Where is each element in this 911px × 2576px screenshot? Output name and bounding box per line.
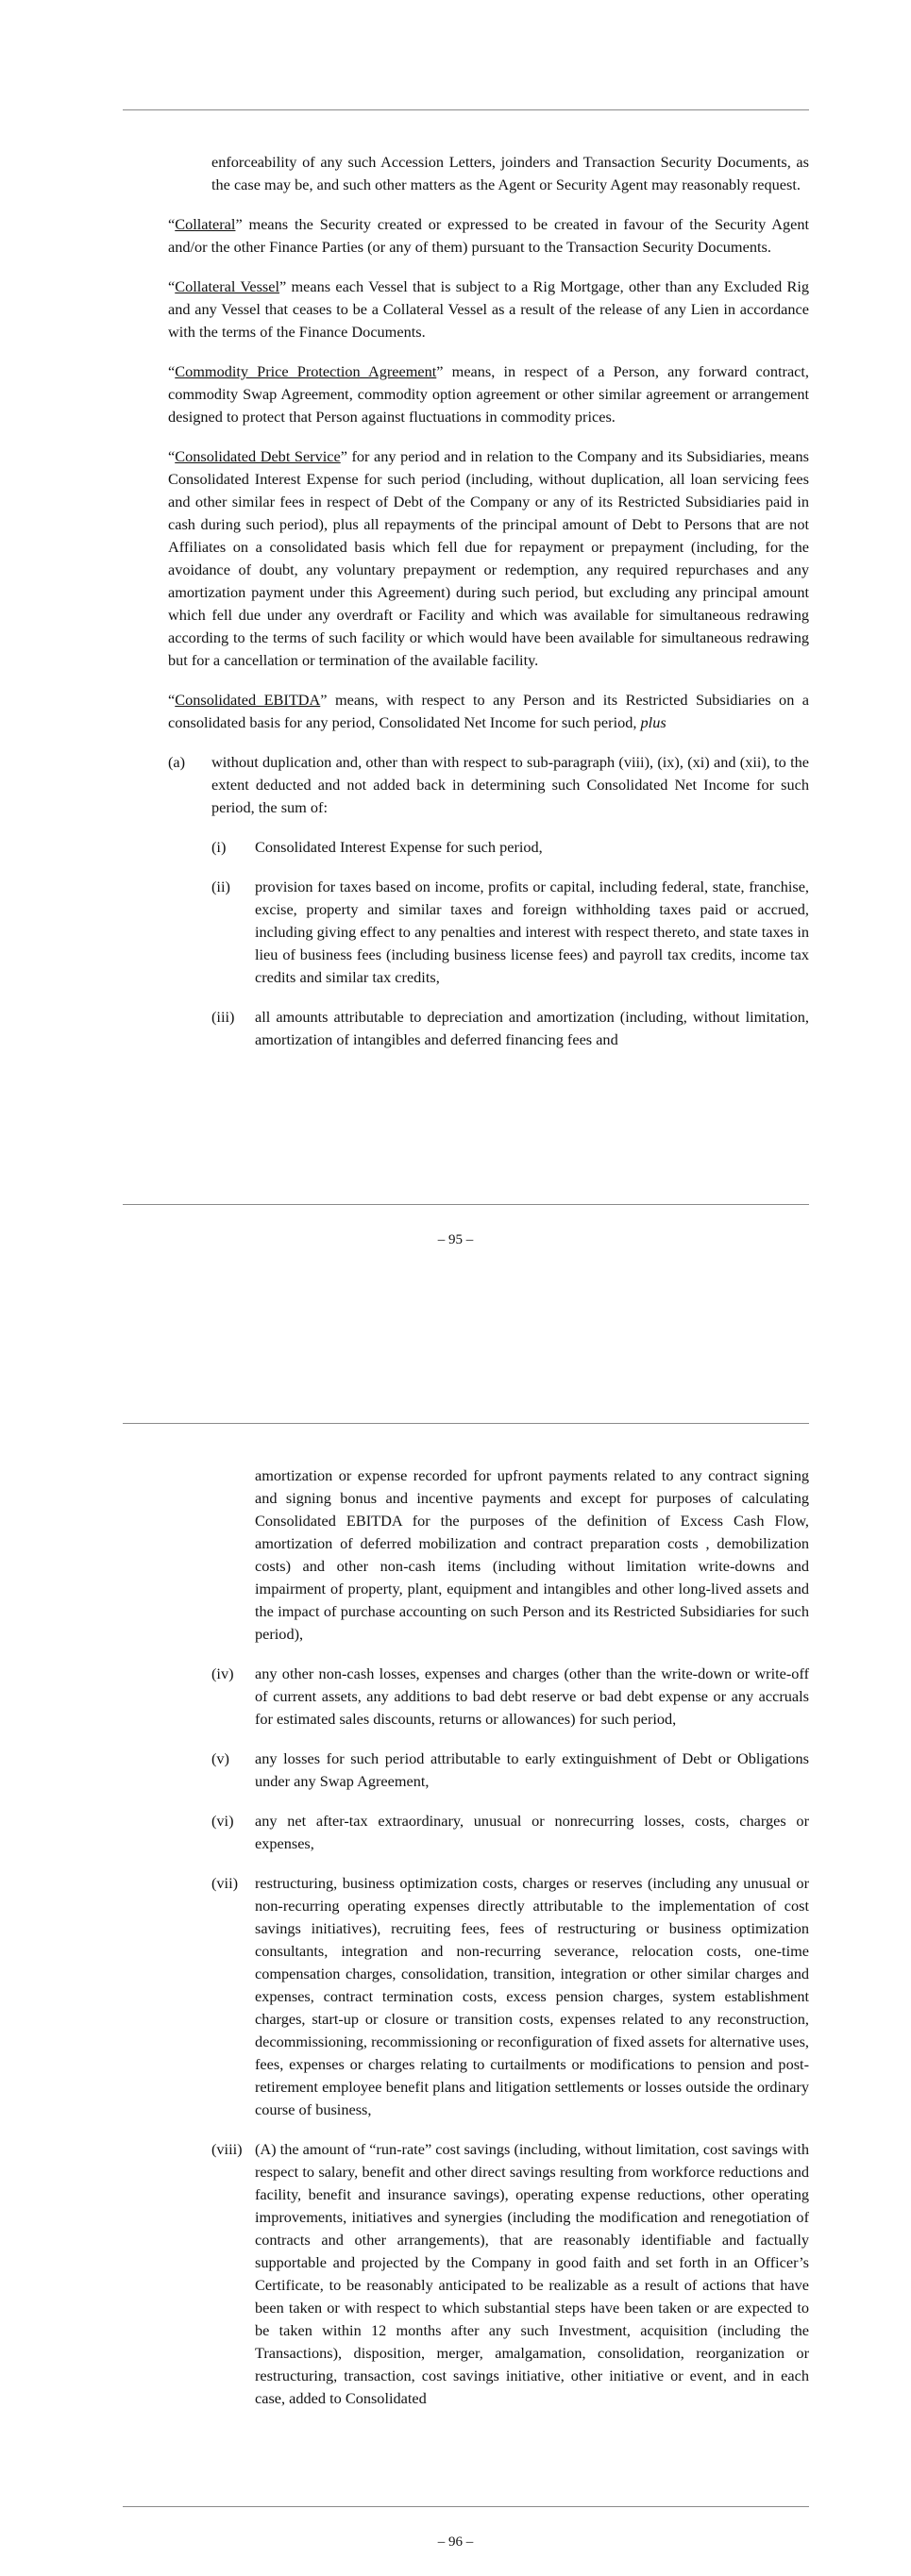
clause-label: (iii)	[211, 1008, 235, 1026]
clause-label: (vii)	[211, 1874, 239, 1892]
clause-label: (v)	[211, 1749, 229, 1767]
clause-vii	[211, 1872, 809, 2121]
clause-text: any net after-tax extraordinary, unusual or nonrecurring losses, costs, charges or expenses,	[255, 1812, 809, 1852]
clause-label: (iv)	[211, 1664, 234, 1682]
clause-text: all amounts attributable to depreciation and amortization (including, without limitation, amortization of intangibles and deferred financing fees and	[255, 1008, 809, 1048]
defined-term: Commodity Price Protection Agreement	[175, 362, 437, 380]
defined-term: Consolidated EBITDA	[175, 691, 321, 709]
open-quote: “	[168, 362, 176, 380]
page-body	[168, 1464, 809, 2410]
defined-term: Collateral	[175, 215, 236, 233]
continuation-paragraph: enforceability of any such Accession Letters, joinders and Transaction Security Documents, as the case may be, and such other matters as the Agent or Security Agent may reasonably request.	[211, 153, 809, 193]
definition-text: ” means, in respect of a Person, any forward contract, commodity Swap Agreement, commodity option agreement or other similar agreement or arrangement designed to protect that Person against fluctuations in commodity prices.	[168, 362, 809, 426]
open-quote: “	[168, 277, 176, 295]
definition-text: ” means the Security created or expressed to be created in favour of the Security Agent and/or the other Finance Parties (or any of them) pursuant to the Transaction Security Documents.	[168, 215, 809, 256]
footer-rule	[123, 1204, 809, 1205]
clause-text: any other non-cash losses, expenses and charges (other than the write-down or write-off of current assets, any additions to bad debt reserve or bad debt expense or any accruals for estimated sales discounts, returns or allowances) for such period,	[255, 1664, 809, 1728]
clause-text: Consolidated Interest Expense for such period,	[255, 838, 543, 856]
definition-text: ” means each Vessel that is subject to a Rig Mortgage, other than any Excluded Rig and any Vessel that ceases to be a Collateral Vessel as a result of the release of any Lien in accordance with the terms of the Finance Documents.	[168, 277, 809, 341]
clause-v	[211, 1748, 809, 1793]
clause-label: (vi)	[211, 1812, 234, 1830]
clause-viii	[211, 2138, 809, 2410]
clause-label: (viii)	[211, 2140, 243, 2158]
definition-text: ” for any period and in relation to the Company and its Subsidiaries, means Consolidated Interest Expense for such period (including, without duplication, all loan servicing fees and other similar fees in respect of Debt of the Company or any of its Restricted Subsidiaries paid in cash during such period), plus all repayments of the principal amount of Debt to Persons that are not Affiliates on a consolidated basis which fell due for repayment or prepayment (including, for the avoidance of doubt, any voluntary prepayment or redemption, any required repurchases and any amortization payment under this Agreement) during such period, but excluding any principal amount which fell due under any overdraft or Facility and which was available for simultaneous redrawing according to the terms of such facility or which would have been available for simultaneous redrawing but for a cancellation or termination of the available facility.	[168, 447, 810, 669]
clause-label: (ii)	[211, 878, 230, 895]
clause-ii	[211, 876, 809, 989]
definition-consolidated-debt-service	[168, 445, 809, 672]
definition-commodity-price-protection-agreement	[168, 360, 809, 428]
open-quote: “	[168, 447, 176, 465]
clause-iii	[211, 1006, 809, 1051]
open-quote: “	[168, 215, 176, 233]
header-rule	[123, 1423, 809, 1424]
clause-label: (i)	[211, 838, 227, 856]
clause-a	[168, 751, 809, 819]
header-rule	[123, 109, 809, 110]
defined-term: Collateral Vessel	[175, 277, 279, 295]
continuation-paragraph: amortization or expense recorded for upfront payments related to any contract signing and signing bonus and incentive payments and except for purposes of calculating Consolidated EBITDA for the purposes of the definition of Excess Cash Flow, amortization of deferred mobilization and contract preparation costs , demobilization costs) and other non-cash items (including without limitation write-downs and impairment of property, plant, equipment and intangibles and other long-lived assets and the impact of purchase accounting on such Person and its Restricted Subsidiaries for such period),	[255, 1466, 809, 1643]
definition-text: ” means, with respect to any Person and its Restricted Subsidiaries on a consolidated basis for any period, Consolidated Net Income for such period,	[168, 691, 809, 731]
clause-text: without duplication and, other than with respect to sub-paragraph (viii), (ix), (xi) and (xii), to the extent deducted and not added back in determining such Consolidated Net Income for such period, the sum of:	[211, 753, 809, 816]
definition-consolidated-ebitda	[168, 689, 809, 734]
page-body	[168, 151, 809, 1051]
open-quote: “	[168, 691, 176, 709]
clause-text: provision for taxes based on income, profits or capital, including federal, state, franchise, excise, property and similar taxes and foreign withholding taxes paid or accrued, including giving effect to any penalties and interest with respect thereto, and state taxes in lieu of business fees (including business license fees) and payroll tax credits, income tax credits and similar tax credits,	[255, 878, 809, 986]
clause-i	[211, 836, 809, 859]
clause-text: restructuring, business optimization costs, charges or reserves (including any unusual or non-recurring operating expenses directly attributable to the implementation of cost savings initiatives), recruiting fees, fees of restructuring or business optimization consultants, integration and non-recurring severance, relocation costs, one-time compensation charges, consolidation, transition, integration or other similar charges and expenses, contract termination costs, excess pension charges, system establishment charges, start-up or closure or transition costs, expenses related to any reconstruction, decommissioning, recommissioning or reconfiguration of fixed assets for alternative uses, fees, expenses or charges relating to curtailments or modifications to pension and post-retirement employee benefit plans and litigation settlements or losses outside the ordinary course of business,	[255, 1874, 809, 2118]
page-number: – 96 –	[437, 2534, 474, 2550]
clause-label: (a)	[168, 753, 186, 771]
clause-vi	[211, 1810, 809, 1855]
page-96	[0, 1385, 911, 2576]
clause-text: (A) the amount of “run-rate” cost savings (including, without limitation, cost savings with respect to salary, benefit and other direct savings resulting from workforce reductions and facility, benefit and insurance savings), operating expense reductions, other operating improvements, initiatives and synergies (including the modification and renegotiation of contracts and other arrangements), that are reasonably identifiable and factually supportable and projected by the Company in good faith and set forth in an Officer’s Certificate, to be reasonably anticipated to be realizable as a result of actions that have been taken or with respect to which substantial steps have been taken or are expected to be taken within 12 months after any such Investment, acquisition (including the Transactions), disposition, merger, amalgamation, consolidation, reorganization or restructuring, transaction, cost savings initiative, other initiative or event, and in each case, added to Consolidated	[255, 2140, 809, 2407]
definition-collateral	[168, 213, 809, 259]
clause-iv	[211, 1663, 809, 1731]
footer-rule	[123, 2506, 809, 2507]
defined-term: Consolidated Debt Service	[175, 447, 341, 465]
page-number: – 95 –	[437, 1232, 474, 1247]
clause-text: any losses for such period attributable to early extinguishment of Debt or Obligations under any Swap Agreement,	[255, 1749, 809, 1790]
definition-collateral-vessel	[168, 276, 809, 343]
plus-word: plus	[640, 713, 666, 731]
